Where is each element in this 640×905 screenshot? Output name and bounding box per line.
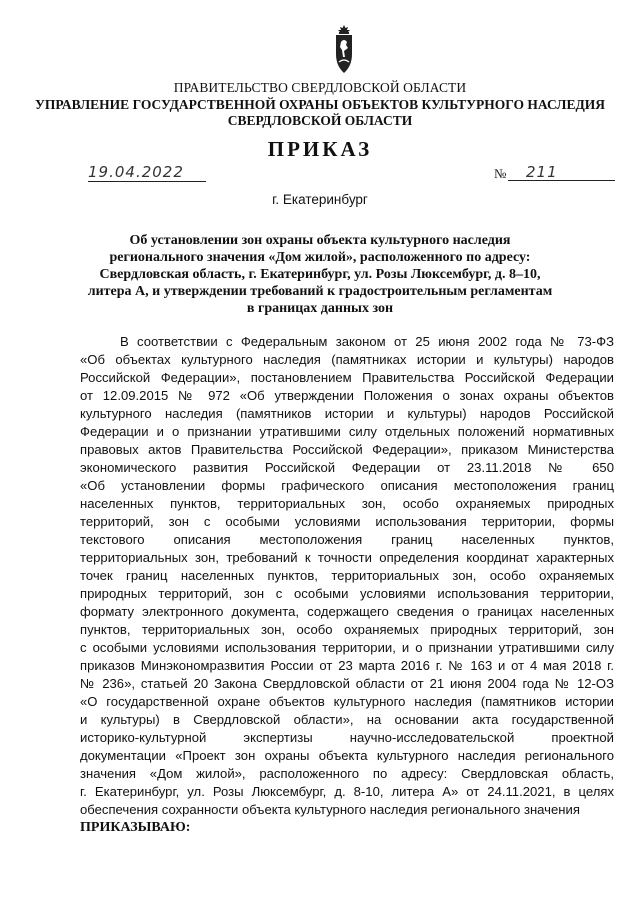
order-date: 19.04.2022: [88, 163, 206, 182]
body-line: территориальных зон, требований к точности определения координат характерных: [80, 550, 614, 565]
body-line: «Об установлении формы графического описания местоположения границ: [80, 478, 614, 493]
subject-line: в границах данных зон: [246, 301, 394, 316]
body-line: культурного наследия (памятников истории и культуры) народов Российской: [80, 406, 614, 421]
body-line: документации «Проект зон охраны объекта культурного наследия регионального: [80, 748, 614, 763]
order-number: 211: [508, 163, 615, 181]
body-line: точек границ населенных пунктов, территориальных зон, особо охраняемых: [80, 568, 614, 583]
body-line: В соответствии с Федеральным законом от 25 июня 2002 года № 73-ФЗ: [120, 334, 614, 349]
body-line: Федерации и о признании утратившими силу отдельных положений нормативных: [80, 424, 614, 439]
subject-line: Об установлении зон охраны объекта культурного наследия: [129, 233, 511, 248]
number-label: №: [494, 166, 507, 181]
body-line: историко-культурной экспертизы научно-исследовательской проектной: [80, 730, 614, 745]
body-line: природных территорий, зон с особыми условиями использования территории,: [80, 586, 614, 601]
preamble-paragraph: [80, 333, 614, 819]
body-line: территорий, зон с особыми условиями использования территории, формы: [80, 514, 614, 529]
government-name: ПРАВИТЕЛЬСТВО СВЕРДЛОВСКОЙ ОБЛАСТИ: [173, 80, 467, 95]
body-line: пунктов, территориальных зон, особо охраняемых природных территорий, зон: [80, 622, 614, 637]
order-subject: [0, 232, 640, 317]
department-line: УПРАВЛЕНИЕ ГОСУДАРСТВЕННОЙ ОХРАНЫ ОБЪЕКТОВ КУЛЬТУРНОГО НАСЛЕДИЯ: [34, 97, 606, 112]
body-line: № 236», статьей 20 Закона Свердловской области от 21 июня 2004 года № 12-ОЗ: [80, 676, 614, 691]
body-line: и культуры) в Свердловской области», на основании акта государственной: [80, 712, 614, 727]
body-line: с особыми условиями использования территории, и о признании утратившими силу: [80, 640, 614, 655]
body-line: значения «Дом жилой», расположенного по адресу: Свердловская область,: [80, 766, 614, 781]
department-name: [0, 97, 640, 128]
body-line: формату электронного документа, содержащего сведения о границах населенных: [80, 604, 614, 619]
body-line: приказов Минэкономразвития России от 23 марта 2016 г. № 163 и от 4 мая 2018 г.: [80, 658, 614, 673]
subject-line: литера А, и утверждении требований к градостроительным регламентам: [87, 284, 553, 299]
body-line: «Об объектах культурного наследия (памятниках истории и культуры) народов: [80, 352, 614, 367]
department-line: СВЕРДЛОВСКОЙ ОБЛАСТИ: [227, 112, 413, 128]
body-line: правовых актов Правительства Российской Федерации», приказом Министерства: [80, 442, 614, 457]
coat-of-arms-icon: [333, 24, 355, 76]
body-line: населенных пунктов, территориальных зон, особо охраняемых природных: [80, 496, 614, 511]
subject-line: регионального значения «Дом жилой», расположенного по адресу:: [109, 250, 531, 265]
body-line: экономического развития Российской Федерации от 23.11.2018 № 650: [80, 460, 614, 475]
body-line: г. Екатеринбург, ул. Розы Люксембург, д. 8-10, литера А» от 24.11.2021, в целях: [80, 784, 614, 799]
subject-line: Свердловская область, г. Екатеринбург, ул. Розы Люксембург, д. 8–10,: [99, 267, 541, 282]
body-line: Российской Федерации», постановлением Правительства Российской Федерации: [80, 370, 614, 385]
document-type: ПРИКАЗ: [267, 137, 373, 161]
body-line: обеспечения сохранности объекта культурного наследия регионального значения: [80, 802, 580, 817]
order-directive: ПРИКАЗЫВАЮ:: [80, 820, 191, 835]
body-line: от 12.09.2015 № 972 «Об утверждении Положения о зонах охраны объектов: [80, 388, 614, 403]
city: г. Екатеринбург: [272, 192, 368, 207]
body-line: текстового описания местоположения границ населенных пунктов,: [80, 532, 614, 547]
body-line: «О государственной охране объектов культурного наследия (памятников истории: [80, 694, 614, 709]
